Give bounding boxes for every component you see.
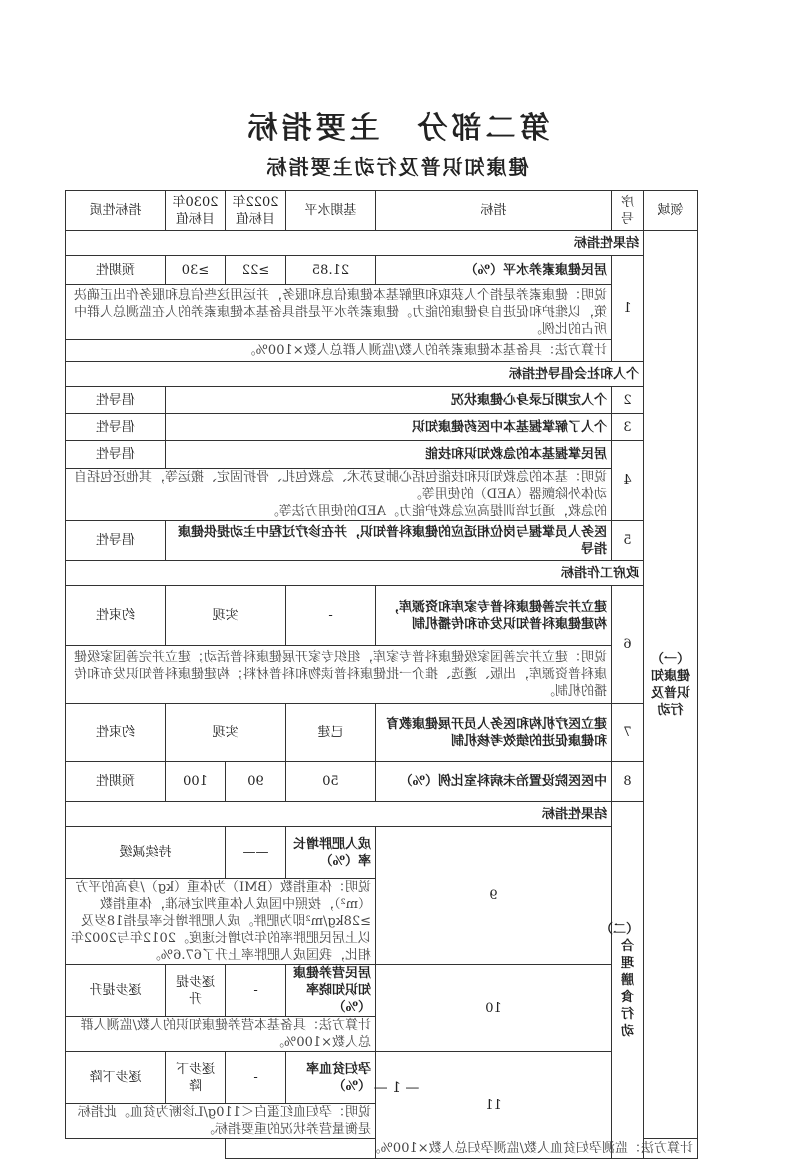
row-baseline: - xyxy=(226,965,286,1017)
row-seq: 3 xyxy=(612,414,644,441)
page-number: — 1 — xyxy=(373,1080,420,1096)
domain-2-cell: （二）合理膳食行动 xyxy=(612,802,644,1159)
table-row xyxy=(66,965,698,1017)
row-target-2022: 逐步下降 xyxy=(166,1052,226,1104)
row-baseline: - xyxy=(226,1052,286,1104)
row-calc-method: 计算方法：具备基本营养健康知识的人数/监测人群总人数×100%。 xyxy=(66,1017,376,1052)
row-seq: 10 xyxy=(376,965,612,1052)
row-indicator: 个人定期记录身心健康状况 xyxy=(166,387,612,414)
row-nature: 倡导性 xyxy=(66,387,166,414)
row-nature: 倡导性 xyxy=(66,441,166,469)
row-indicator: 建立并完善健康科普专家库和资源库，构建健康科普知识发布和传播机制 xyxy=(376,586,612,646)
row-nature: 约束性 xyxy=(66,586,166,646)
row-target-2030: 逐步下降 xyxy=(66,1052,166,1104)
row-seq: 5 xyxy=(612,521,644,561)
row-baseline: —— xyxy=(226,827,286,879)
row-baseline: 21.85 xyxy=(286,256,376,285)
header-baseline: 基期水平 xyxy=(286,191,376,231)
section-personal-1: 个人和社会倡导性指标 xyxy=(66,362,644,387)
row-seq: 6 xyxy=(612,586,644,704)
row-note: 说明：建立并完善国家级健康科普专家库，组织专家开展健康科普活动；建立并完善国家级健康科普资源库，出版、遴选、推介一批健康科普读物和科普材料；构建健康科普知识发布和传播的机制。 xyxy=(66,646,612,704)
row-note: 说明：健康素养是指个人获取和理解基本健康信息和服务，并运用这些信息和服务作出正确决策，以维护和促进自身健康的能力。健康素养水平是指具备基本健康素养的人在监测总人群中所占的比例。 xyxy=(66,285,612,340)
row-baseline: - xyxy=(286,586,376,646)
page-title: 第二部分 主要指标 xyxy=(243,111,550,146)
row-indicator: 个人了解掌握基本中医药健康知识 xyxy=(166,414,612,441)
row-seq: 11 xyxy=(376,1052,612,1159)
row-target: 持续减缓 xyxy=(66,827,226,879)
row-nature: 预期性 xyxy=(66,762,166,802)
table-row xyxy=(66,762,698,802)
row-note xyxy=(66,469,612,521)
row-target-2030: 100 xyxy=(166,762,226,802)
row-note: 说明：孕妇血红蛋白＜110g/L诊断为贫血。此指标是衡量营养状况的重要指标。 xyxy=(66,1104,376,1139)
header-row xyxy=(66,191,698,231)
domain-1-cell: （一）健康知识普及行动 xyxy=(644,231,698,1139)
row-indicator: 中医医院设置治未病科室比例（%） xyxy=(376,762,612,802)
row-seq: 1 xyxy=(612,256,644,362)
row-calc-method: 计算方法：监测孕妇贫血人数/监测孕妇总人数×100%。 xyxy=(226,1139,698,1159)
row-indicator: 居民健康素养水平（%） xyxy=(376,256,612,285)
row-baseline: 50 xyxy=(286,762,376,802)
table-row xyxy=(66,441,698,469)
table-row xyxy=(66,704,698,762)
row-target-2022: 90 xyxy=(226,762,286,802)
row-indicator: 居民掌握基本的急救知识和技能 xyxy=(166,441,612,469)
row-calc-method: 计算方法：具备基本健康素养的人数/监测人群总人数×100%。 xyxy=(66,340,612,362)
header-target-2022: 2022年目标值 xyxy=(226,191,286,231)
row-indicator: 孕妇贫血率（%） xyxy=(286,1052,376,1104)
row-target-2030: 逐步提升 xyxy=(66,965,166,1017)
row-indicator: 建立医疗机构和医务人员开展健康教育和健康促进的绩效考核机制 xyxy=(376,704,612,762)
row-seq: 8 xyxy=(612,762,644,802)
row-target-2022: 逐步提升 xyxy=(166,965,226,1017)
row-target: 实现 xyxy=(166,586,286,646)
section-result-1: 结果性指标 xyxy=(66,231,644,256)
row-target-2022: ≥22 xyxy=(226,256,286,285)
row-seq: 2 xyxy=(612,387,644,414)
table-row xyxy=(66,521,698,561)
indicator-table xyxy=(65,190,698,1159)
row-nature: 约束性 xyxy=(66,704,166,762)
row-indicator: 成人肥胖增长率（%） xyxy=(286,827,376,879)
header-indicator: 指标 xyxy=(376,191,612,231)
table-row xyxy=(66,586,698,646)
row-baseline: 已建 xyxy=(286,704,376,762)
page-subtitle: 健康知识普及行动主要指标 xyxy=(264,155,529,179)
row-note-line: 的急救，通过培训提高应急救护能力。AED的使用方法等。 xyxy=(265,504,607,519)
row-target: 实现 xyxy=(166,704,286,762)
row-indicator: 居民营养健康知识知晓率（%） xyxy=(286,965,376,1017)
section-government-1: 政府工作指标 xyxy=(66,561,644,586)
header-seq: 序号 xyxy=(612,191,644,231)
table-row xyxy=(66,827,698,879)
row-seq: 9 xyxy=(376,827,612,965)
header-target-2030: 2030年目标值 xyxy=(166,191,226,231)
row-note: 说明：体重指数（BMI）为体重（kg）/身高的平方（m²），按照中国成人体重判定标准，体重指数≥28kg/m²即为肥胖。成人肥胖增长率是指18岁及以上居民肥胖率的年均增长速度。2012年与2002年相比，我国成人肥胖率上升了67.6%。 xyxy=(66,879,376,965)
table-row xyxy=(66,387,698,414)
table-row xyxy=(66,414,698,441)
row-note-line: 说明：基本的急救知识和技能包括心肺复苏术、急救包扎、骨折固定、搬运等，其他还包括自动体外除颤器（AED）的使用等。 xyxy=(73,470,607,502)
row-target-2030: ≥30 xyxy=(166,256,226,285)
header-domain: 领域 xyxy=(644,191,698,231)
row-seq: 7 xyxy=(612,704,644,762)
row-nature: 倡导性 xyxy=(66,521,166,561)
row-nature: 倡导性 xyxy=(66,414,166,441)
table-row xyxy=(66,256,698,285)
section-result-2: 结果性指标 xyxy=(66,802,612,827)
row-nature: 预期性 xyxy=(66,256,166,285)
row-seq: 4 xyxy=(612,441,644,521)
header-nature: 指标性质 xyxy=(66,191,166,231)
row-indicator: 医务人员掌握与岗位相适应的健康科普知识，并在诊疗过程中主动提供健康指导 xyxy=(166,521,612,561)
